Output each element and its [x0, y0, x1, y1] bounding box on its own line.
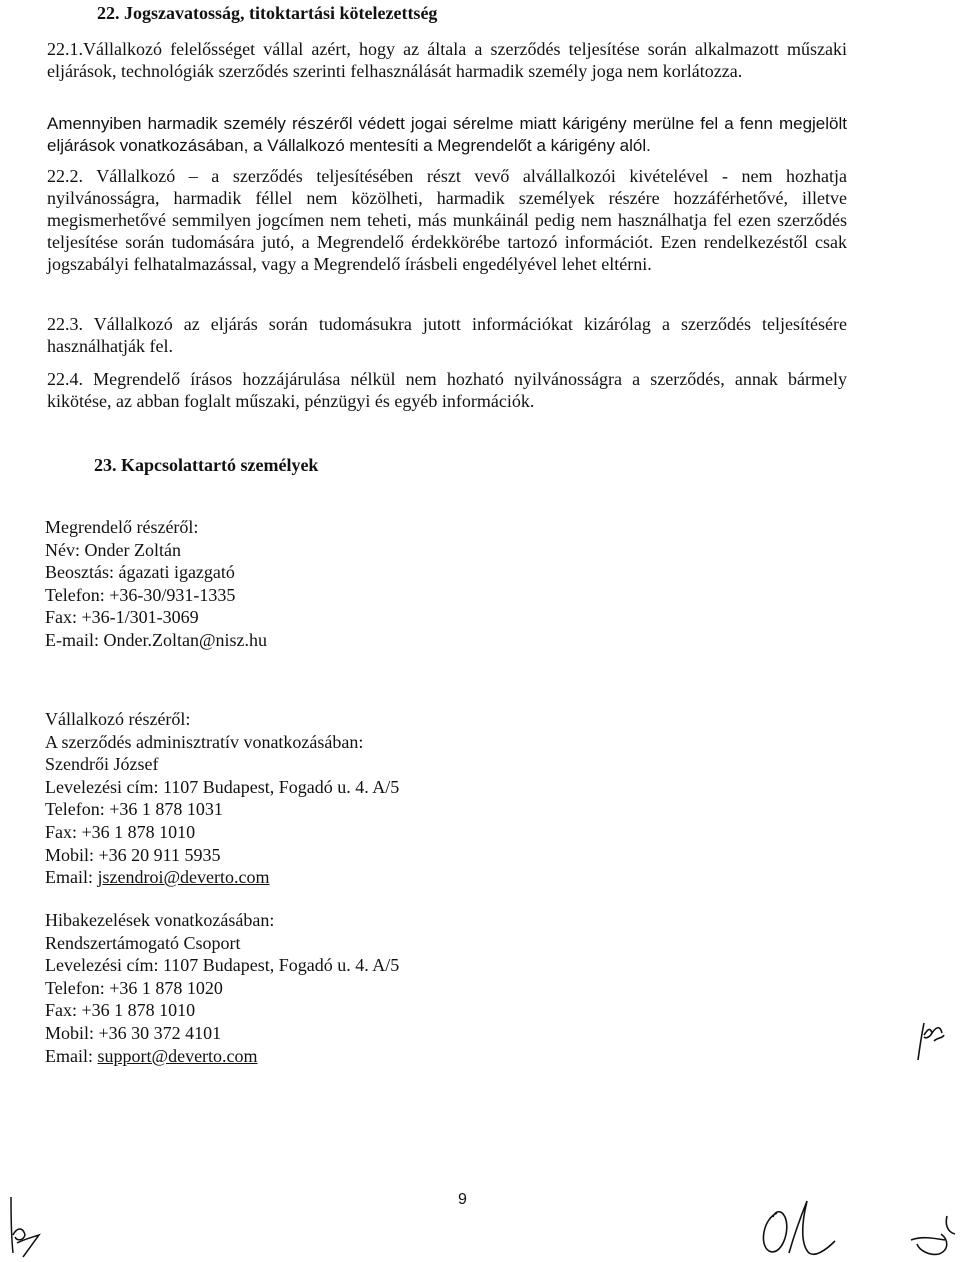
- paragraph-22-2: 22.2. Vállalkozó – a szerződés teljesítésében részt vevő alvállalkozói kivételével - nem hozhatja nyilvánosságra, harmadik féllel nem közölheti, harmadik személyek részére hozzáférhetővé, illetve megismerhetővé semmilyen jogcímen nem teheti, más munkáinál pedig nem használhatja fel ezen szerződés teljesítése során tudomására jutó, a Megrendelő érdekkörébe tartozó információt. Ezen rendelkezéstől csak jogszabályi felhatalmazással, vagy a Megrendelő írásbeli engedélyével lehet eltérni.: [47, 166, 847, 274]
- paragraph-22-1: 22.1.Vállalkozó felelősséget vállal azért, hogy az általa a szerződés teljesítése során alkalmazott műszaki eljárások, technológiák szerződés szerinti felhasználását harmadik személy joga nem korlátozza.: [47, 39, 847, 81]
- support-phone: Telefon: +36 1 878 1020: [45, 977, 223, 998]
- vallalkozo-header: Vállalkozó részéről:: [45, 709, 191, 729]
- initials-signature-bottom-center: [755, 1195, 845, 1260]
- paragraph-22-3: 22.3. Vállalkozó az eljárás során tudomásukra jutott információkat kizárólag a szerződés teljesítésére használhatják fel.: [47, 314, 847, 356]
- initials-signature-bottom-left: [5, 1195, 45, 1260]
- support-address: Levelezési cím: 1107 Budapest, Fogadó u. 4. A/5: [45, 955, 400, 976]
- admin-fax: Fax: +36 1 878 1010: [45, 821, 196, 842]
- section-23-title: 23. Kapcsolattartó személyek: [94, 455, 319, 475]
- megrendelo-phone: Telefon: +36-30/931-1335: [45, 584, 236, 605]
- paragraph-22-4: 22.4. Megrendelő írásos hozzájárulása nélkül nem hozható nyilvánosságra a szerződés, annak bármely kikötése, az abban foglalt műszaki, pénzügyi és egyéb információk.: [47, 369, 847, 411]
- admin-name: Szendrői József: [45, 754, 159, 775]
- megrendelo-email: Onder.Zoltan@nisz.hu: [103, 629, 268, 650]
- section-22-title: 22. Jogszavatosság, titoktartási kötelezettség: [97, 3, 438, 23]
- paragraph-22-1-continued: Amennyiben harmadik személy részéről védett jogai sérelme miatt kárigény merülne fel a fenn megjelölt eljárások vonatkozásában, a Vállalkozó mentesíti a Megrendelőt a kárigény alól.: [47, 114, 847, 155]
- initials-signature-bottom-right: [905, 1210, 960, 1260]
- support-fax: Fax: +36 1 878 1010: [45, 1000, 196, 1021]
- support-name: Rendszertámogató Csoport: [45, 932, 241, 953]
- support-email-label: Email:: [45, 1045, 98, 1066]
- admin-address: Levelezési cím: 1107 Budapest, Fogadó u. 4. A/5: [45, 776, 400, 797]
- support-email-link[interactable]: support@deverto.com: [97, 1045, 258, 1066]
- megrendelo-email-line: [45, 629, 267, 652]
- admin-header: A szerződés adminisztratív vonatkozásában:: [45, 731, 364, 752]
- megrendelo-header: Megrendelő részéről:: [45, 517, 199, 537]
- support-email-line: [45, 1045, 399, 1068]
- megrendelo-contact-block: [45, 516, 267, 652]
- support-header: Hibakezelések vonatkozásában:: [45, 910, 275, 930]
- page-number: 9: [458, 1191, 467, 1208]
- megrendelo-name: Név: Onder Zoltán: [45, 539, 181, 560]
- vallalkozo-admin-block: [45, 708, 399, 889]
- megrendelo-position: Beosztás: ágazati igazgató: [45, 562, 235, 583]
- initials-signature-right-margin: [910, 1015, 950, 1065]
- megrendelo-fax: Fax: +36-1/301-3069: [45, 607, 199, 628]
- admin-email-line: [45, 866, 399, 889]
- vallalkozo-support-block: [45, 909, 399, 1067]
- admin-mobile: Mobil: +36 20 911 5935: [45, 844, 221, 865]
- support-mobile: Mobil: +36 30 372 4101: [45, 1022, 222, 1043]
- admin-email-label: Email:: [45, 867, 98, 888]
- admin-phone: Telefon: +36 1 878 1031: [45, 799, 223, 820]
- admin-email-link[interactable]: jszendroi@deverto.com: [97, 867, 270, 888]
- megrendelo-email-label: E-mail:: [45, 629, 104, 650]
